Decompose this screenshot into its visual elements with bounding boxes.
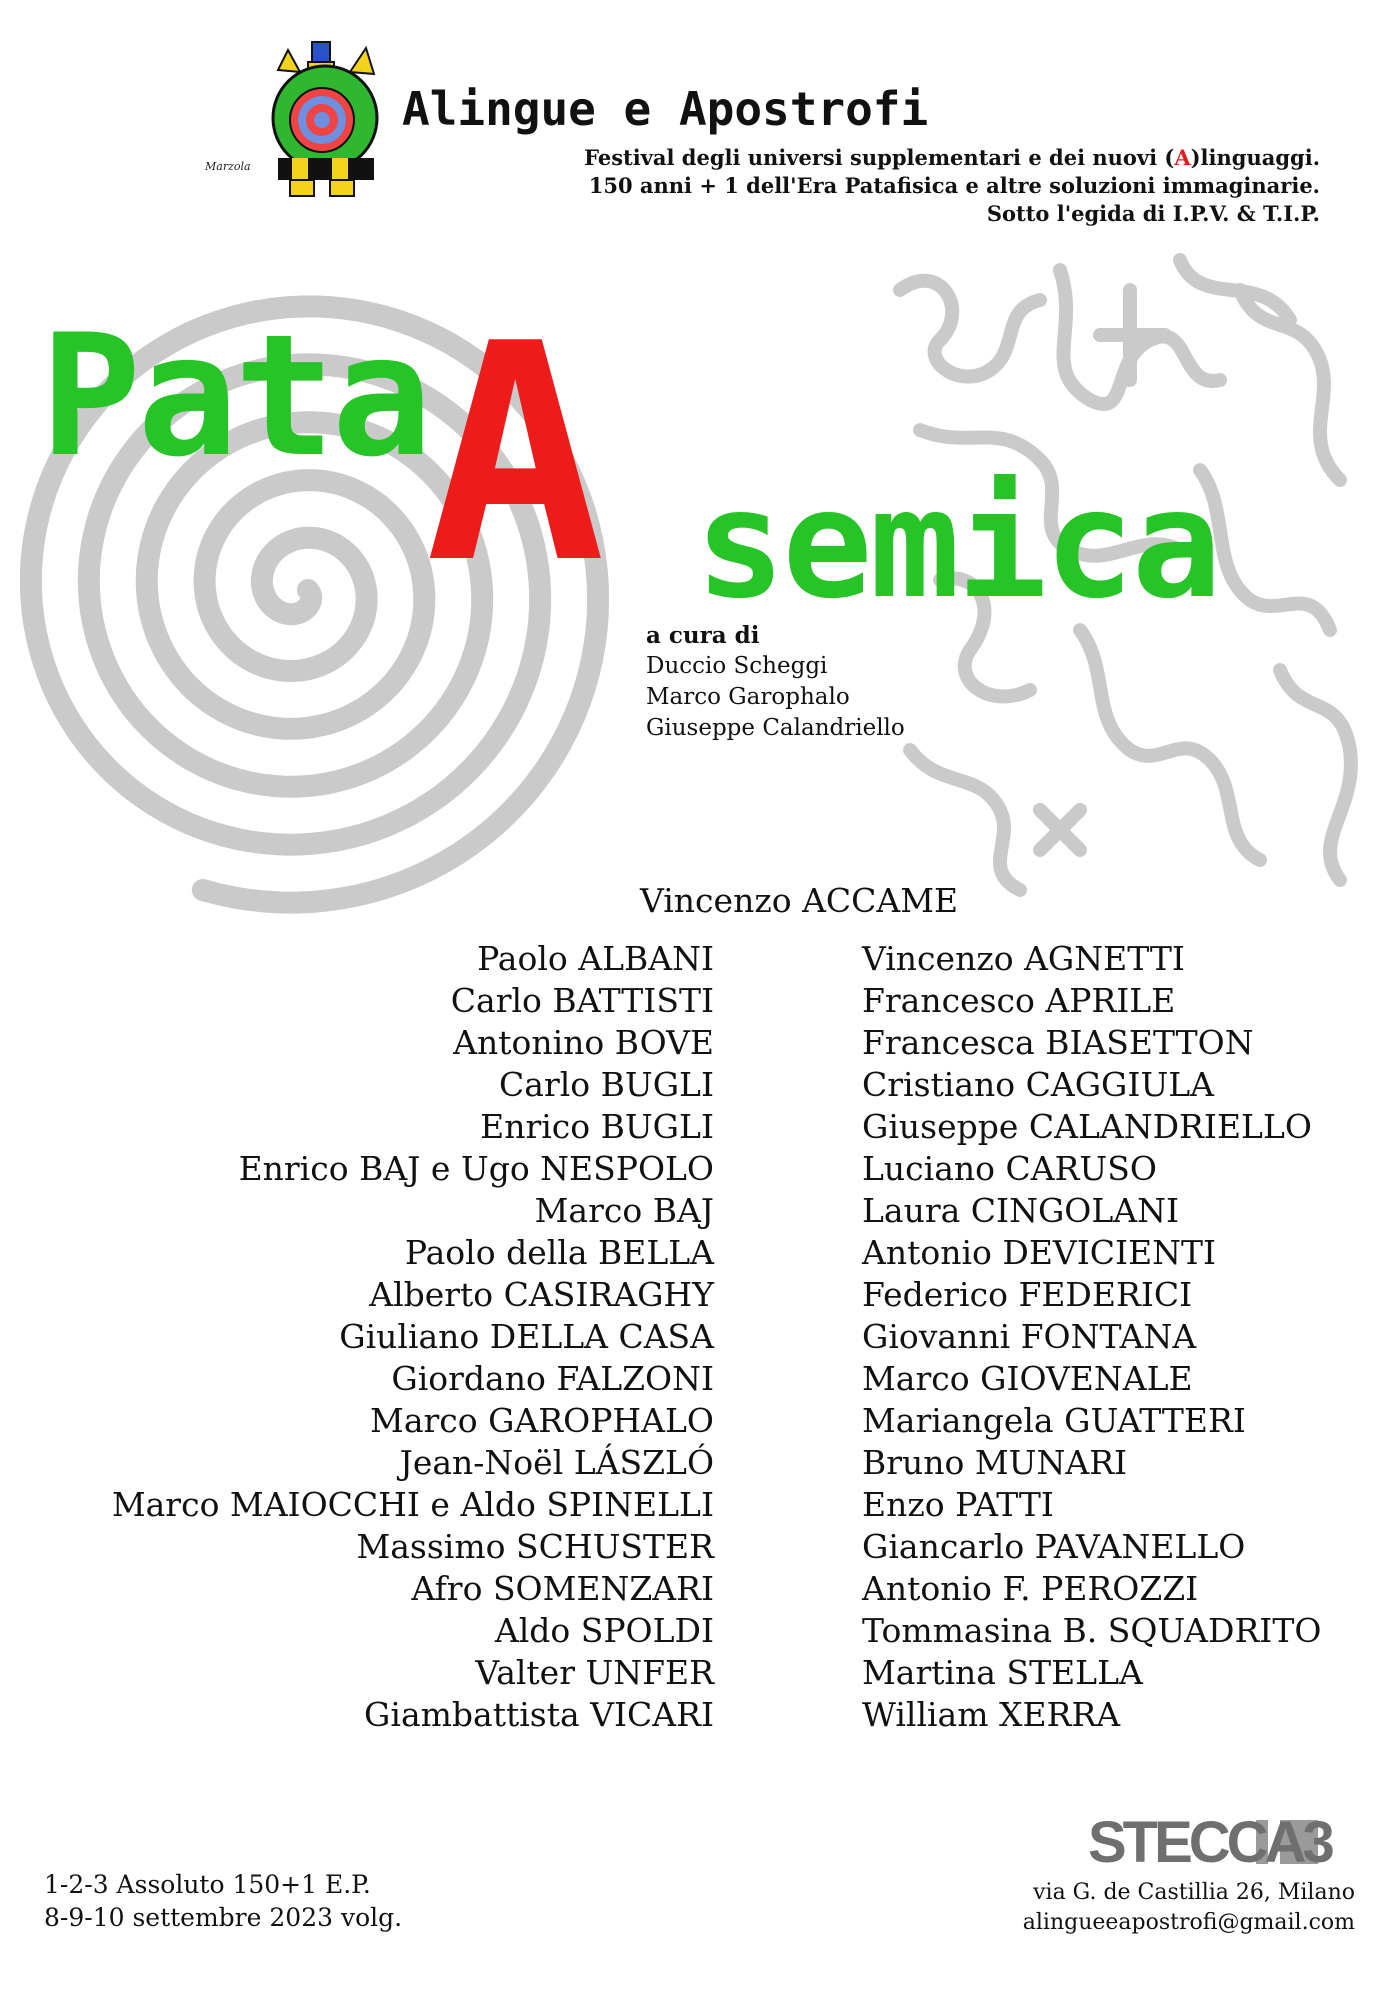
festival-title: Alingue e Apostrofi xyxy=(402,82,929,136)
event-dates xyxy=(44,1868,402,1934)
curators-block xyxy=(646,620,905,744)
title-red-a: A xyxy=(425,280,606,629)
curators-label: a cura di xyxy=(646,622,760,649)
artist-name: Vincenzo AGNETTI xyxy=(862,939,1185,978)
artist-headline: Vincenzo ACCAME xyxy=(640,881,959,920)
artist-name: Bruno MUNARI xyxy=(862,1443,1128,1482)
artist-name: Enrico BAJ e Ugo NESPOLO xyxy=(238,1149,714,1188)
curator-name: Giuseppe Calandriello xyxy=(646,715,905,741)
artists-left-column xyxy=(112,938,714,1736)
artist-name: Afro SOMENZARI xyxy=(411,1569,714,1608)
contact-email[interactable]: alingueeapostrofi@gmail.com xyxy=(1022,1910,1355,1935)
artist-name: Jean-Noël LÁSZLÓ xyxy=(399,1443,714,1482)
dates-line-2: 8-9-10 settembre 2023 volg. xyxy=(44,1903,403,1932)
festival-subtitle-line-1 xyxy=(584,145,1320,170)
title-semica: semica xyxy=(695,458,1219,632)
artist-name: Giordano FALZONI xyxy=(391,1359,714,1398)
subtitle-red-letter: A xyxy=(1174,145,1191,170)
artist-name: Antonio F. PEROZZI xyxy=(862,1569,1199,1608)
artist-name: Marco MAIOCCHI e Aldo SPINELLI xyxy=(111,1485,714,1524)
venue-address: via G. de Castillia 26, Milano xyxy=(1033,1880,1355,1905)
artist-name: Mariangela GUATTERI xyxy=(862,1401,1246,1440)
artist-name: Carlo BATTISTI xyxy=(450,981,714,1020)
artist-signature: Marzola xyxy=(205,160,251,173)
stecca-logo-text: STECCA3 xyxy=(1088,1810,1331,1875)
artist-name: Antonino BOVE xyxy=(453,1023,714,1062)
artist-name: Giuliano DELLA CASA xyxy=(339,1317,714,1356)
artist-name: Martina STELLA xyxy=(862,1653,1143,1692)
artist-name: Aldo SPOLDI xyxy=(494,1611,714,1650)
artist-name: Massimo SCHUSTER xyxy=(356,1527,714,1566)
curator-name: Marco Garophalo xyxy=(646,684,850,710)
title-pata: Pata xyxy=(40,298,429,494)
artist-name: Giambattista VICARI xyxy=(364,1695,714,1734)
artist-name: Enrico BUGLI xyxy=(480,1107,714,1146)
artist-name: Enzo PATTI xyxy=(862,1485,1054,1524)
subtitle-text: Festival degli universi supplementari e dei nuovi ( xyxy=(584,145,1175,170)
festival-subtitle-line-2: 150 anni + 1 dell'Era Patafisica e altre soluzioni immaginarie. xyxy=(588,173,1320,198)
artist-name: Giancarlo PAVANELLO xyxy=(862,1527,1246,1566)
artist-name: Paolo della BELLA xyxy=(404,1233,714,1272)
artist-name: Luciano CARUSO xyxy=(862,1149,1157,1188)
dates-line-1: 1-2-3 Assoluto 150+1 E.P. xyxy=(44,1870,371,1899)
artist-name: Valter UNFER xyxy=(475,1653,714,1692)
artists-right-column xyxy=(862,938,1321,1736)
artist-name: Marco GAROPHALO xyxy=(370,1401,714,1440)
artist-name: Cristiano CAGGIULA xyxy=(862,1065,1215,1104)
artist-name: Paolo ALBANI xyxy=(477,939,714,978)
artist-name: William XERRA xyxy=(862,1695,1121,1734)
festival-subtitle-line-3: Sotto l'egida di I.P.V. & T.I.P. xyxy=(986,201,1320,226)
venue-info xyxy=(1023,1878,1355,1938)
artist-name: Giovanni FONTANA xyxy=(862,1317,1197,1356)
artist-name: Francesca BIASETTON xyxy=(862,1023,1254,1062)
patafisica-figure-icon xyxy=(270,40,390,200)
artist-name: Laura CINGOLANI xyxy=(862,1191,1180,1230)
artist-name: Federico FEDERICI xyxy=(862,1275,1193,1314)
artist-name: Antonio DEVICIENTI xyxy=(862,1233,1217,1272)
curator-name: Duccio Scheggi xyxy=(646,653,828,679)
artist-name: Giuseppe CALANDRIELLO xyxy=(862,1107,1312,1146)
artist-name: Alberto CASIRAGHY xyxy=(369,1275,714,1314)
subtitle-text-end: )linguaggi. xyxy=(1190,145,1320,170)
stecca3-logo xyxy=(1088,1810,1331,1875)
artist-name: Francesco APRILE xyxy=(862,981,1176,1020)
artist-name: Carlo BUGLI xyxy=(499,1065,714,1104)
artist-name: Marco BAJ xyxy=(534,1191,714,1230)
artist-name: Tommasina B. SQUADRITO xyxy=(862,1611,1322,1650)
artist-name: Marco GIOVENALE xyxy=(862,1359,1193,1398)
